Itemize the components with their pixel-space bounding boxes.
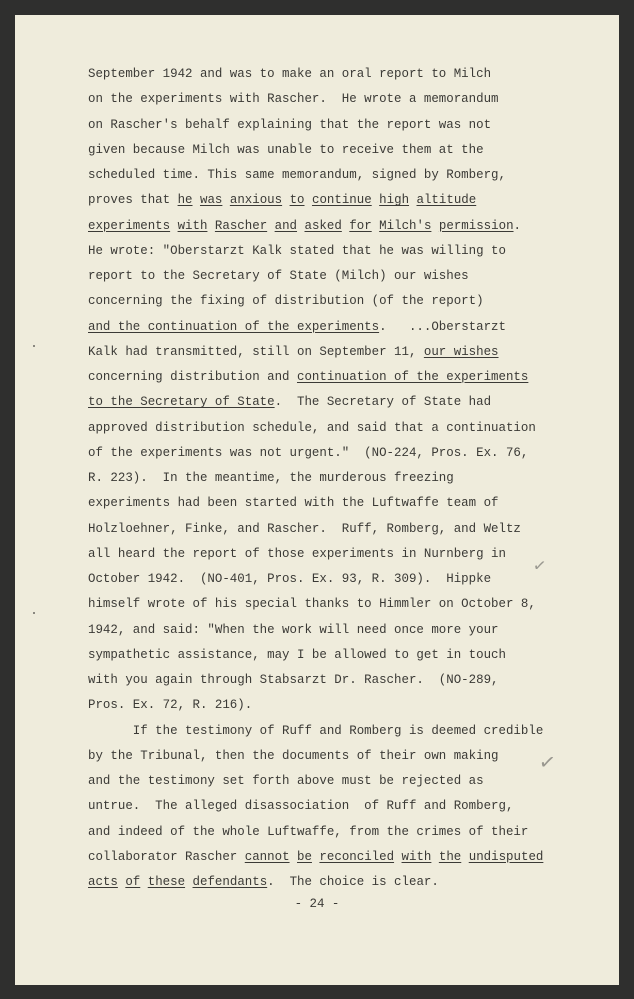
text-segment: collaborator Rascher bbox=[88, 849, 245, 864]
text-line bbox=[88, 390, 543, 415]
underlined-word: and bbox=[274, 218, 298, 233]
text-segment: He wrote: "Oberstarzt Kalk stated that he was willing to bbox=[88, 243, 506, 258]
underlined-word: cannot bbox=[244, 849, 290, 864]
underlined-word: Milch's bbox=[379, 218, 432, 233]
underlined-word: the bbox=[438, 849, 462, 864]
text-segment: of the experiments was not urgent." (NO-224, Pros. Ex. 76, bbox=[88, 445, 529, 460]
underlined-text: continuation of the experiments bbox=[296, 370, 529, 384]
underlined-word: of bbox=[125, 875, 141, 889]
underlined-word: anxious bbox=[229, 193, 283, 208]
text-line bbox=[88, 87, 543, 112]
text-line bbox=[88, 315, 543, 340]
text-segment: . The Secretary of State had bbox=[274, 395, 492, 410]
text-segment: himself wrote of his special thanks to Himmler on October 8, bbox=[88, 597, 536, 612]
text-segment: concerning distribution and bbox=[88, 370, 297, 384]
text-line bbox=[88, 289, 543, 314]
text-line bbox=[88, 870, 543, 895]
text-line bbox=[88, 719, 543, 744]
text-line bbox=[88, 820, 543, 845]
text-line bbox=[88, 592, 543, 617]
text-line bbox=[88, 214, 543, 239]
underlined-word: he bbox=[177, 193, 193, 208]
text-segment: given because Milch was unable to receive them at the bbox=[88, 142, 484, 157]
text-segment: and the testimony set forth above must be rejected as bbox=[88, 774, 484, 788]
text-segment: sympathetic assistance, may I be allowed to get in touch bbox=[88, 647, 506, 662]
underlined-word: with bbox=[401, 849, 432, 864]
underlined-word: to bbox=[289, 193, 305, 208]
text-line bbox=[88, 618, 543, 643]
text-segment: R. 223). In the meantime, the murderous freezing bbox=[88, 471, 454, 485]
underlined-text: to the Secretary of State bbox=[88, 395, 275, 410]
text-segment: September 1942 and was to make an oral report to Milch bbox=[88, 67, 492, 81]
text-segment: by the Tribunal, then the documents of their own making bbox=[88, 748, 499, 763]
text-segment: Holzloehner, Finke, and Rascher. Ruff, Romberg, and Weltz bbox=[88, 521, 521, 536]
text-line bbox=[88, 693, 543, 718]
text-segment: If the testimony of Ruff and Romberg is deemed credible bbox=[88, 723, 544, 738]
text-line bbox=[88, 491, 543, 516]
text-segment: and indeed of the whole Luftwaffe, from the crimes of their bbox=[88, 824, 529, 839]
underlined-word: high bbox=[379, 193, 410, 208]
text-segment: on the experiments with Rascher. He wrote a memorandum bbox=[88, 92, 499, 107]
text-line bbox=[88, 113, 543, 138]
underlined-text: and the continuation of the experiments bbox=[88, 319, 380, 334]
underlined-text bbox=[178, 193, 477, 207]
underlined-word: experiments bbox=[88, 218, 171, 233]
underlined-word: altitude bbox=[416, 193, 477, 208]
text-segment: report to the Secretary of State (Milch) our wishes bbox=[88, 269, 469, 283]
text-line bbox=[88, 542, 543, 567]
underlined-text: our wishes bbox=[423, 344, 499, 359]
underlined-text bbox=[245, 850, 544, 864]
text-line bbox=[88, 517, 543, 542]
text-line bbox=[88, 62, 543, 87]
text-segment: Kalk had transmitted, still on September 11, bbox=[88, 344, 424, 359]
text-line bbox=[88, 668, 543, 693]
check-mark-icon: ✓ bbox=[537, 748, 558, 776]
text-segment: . The choice is clear. bbox=[267, 875, 439, 889]
text-line bbox=[88, 466, 543, 491]
body-text bbox=[88, 62, 543, 895]
underlined-word: undisputed bbox=[468, 849, 544, 864]
underlined-word: permission bbox=[438, 218, 514, 233]
text-segment: on Rascher's behalf explaining that the report was not bbox=[88, 117, 492, 132]
text-line bbox=[88, 794, 543, 819]
text-segment: concerning the fixing of distribution (of the report) bbox=[88, 294, 484, 309]
text-line bbox=[88, 441, 543, 466]
underlined-text bbox=[88, 219, 514, 233]
text-line bbox=[88, 744, 543, 769]
text-line bbox=[88, 416, 543, 441]
text-line bbox=[88, 365, 543, 390]
text-segment: . bbox=[513, 218, 521, 233]
text-segment: experiments had been started with the Luftwaffe team of bbox=[88, 496, 499, 511]
underlined-word: these bbox=[147, 875, 186, 889]
text-segment: untrue. The alleged disassociation of Ruff and Romberg, bbox=[88, 799, 514, 814]
text-segment: approved distribution schedule, and said that a continuation bbox=[88, 420, 536, 435]
margin-mark bbox=[33, 345, 35, 347]
text-segment: proves that bbox=[88, 193, 178, 208]
page-number: - 24 - bbox=[294, 897, 340, 911]
underlined-word: was bbox=[199, 193, 223, 208]
text-segment: all heard the report of those experiments in Nurnberg in bbox=[88, 546, 506, 561]
underlined-word: with bbox=[177, 218, 208, 233]
text-line bbox=[88, 239, 543, 264]
text-line bbox=[88, 845, 543, 870]
margin-mark bbox=[33, 612, 35, 614]
text-segment: Pros. Ex. 72, R. 216). bbox=[88, 698, 253, 713]
underlined-word: be bbox=[297, 849, 312, 864]
text-segment: . ...Oberstarzt bbox=[379, 319, 506, 334]
underlined-word: continue bbox=[311, 193, 372, 208]
text-line bbox=[88, 163, 543, 188]
underlined-word: reconciled bbox=[319, 849, 395, 864]
text-segment: October 1942. (NO-401, Pros. Ex. 93, R. 309). Hippke bbox=[88, 572, 492, 586]
underlined-word: asked bbox=[304, 218, 342, 233]
check-mark-icon: ✓ bbox=[531, 555, 548, 576]
text-line bbox=[88, 769, 543, 794]
underlined-text bbox=[88, 875, 267, 889]
text-line bbox=[88, 340, 543, 365]
text-line bbox=[88, 567, 543, 592]
text-line bbox=[88, 264, 543, 289]
text-line bbox=[88, 138, 543, 163]
text-line bbox=[88, 188, 543, 213]
underlined-word: Rascher bbox=[214, 218, 268, 233]
underlined-word: defendants bbox=[192, 875, 268, 889]
text-segment: scheduled time. This same memorandum, signed by Romberg, bbox=[88, 168, 506, 182]
text-segment: 1942, and said: "When the work will need once more your bbox=[88, 622, 499, 637]
text-line bbox=[88, 643, 543, 668]
underlined-word: for bbox=[349, 218, 372, 233]
text-segment: with you again through Stabsarzt Dr. Rascher. (NO-289, bbox=[88, 673, 499, 687]
underlined-word: acts bbox=[88, 875, 118, 889]
